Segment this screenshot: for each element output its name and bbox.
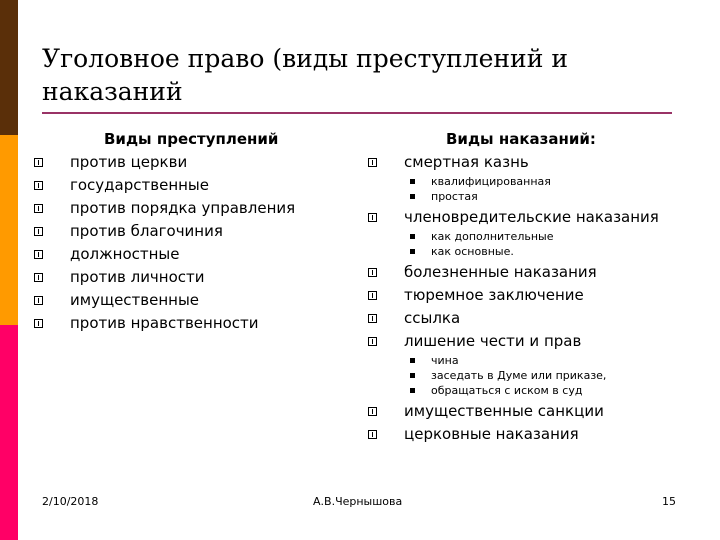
punishment-subitem [368, 383, 698, 398]
square-bullet-icon [410, 373, 415, 378]
checkbox-bullet-icon [368, 268, 377, 277]
punishment-list-item [368, 330, 698, 353]
crime-list-item [34, 312, 354, 335]
crime-label: против нравственности [70, 314, 259, 332]
square-bullet-icon [410, 249, 415, 254]
footer-date: 2/10/2018 [42, 495, 99, 508]
punishment-label: смертная казнь [404, 153, 529, 171]
punishment-subitem [368, 174, 698, 189]
punishment-subitem-label: как основные. [431, 245, 514, 258]
title-rule [42, 112, 672, 114]
punishment-subitem-label: чина [431, 354, 459, 367]
square-bullet-icon [410, 358, 415, 363]
punishment-subitem [368, 244, 698, 259]
crime-label: государственные [70, 176, 210, 194]
checkbox-bullet-icon [368, 213, 377, 222]
crime-list-item [34, 197, 354, 220]
checkbox-bullet-icon [368, 291, 377, 300]
punishment-list-item [368, 261, 698, 284]
crime-list-item [34, 220, 354, 243]
punishment-list-item [368, 284, 698, 307]
punishment-list-item [368, 423, 698, 446]
checkbox-bullet-icon [34, 296, 43, 305]
crime-list-item [34, 243, 354, 266]
punishment-subitem-label: как дополнительные [431, 230, 554, 243]
punishments-heading: Виды наказаний: [446, 130, 596, 148]
punishment-subitem [368, 368, 698, 383]
punishment-label: церковные наказания [404, 425, 579, 443]
square-bullet-icon [410, 194, 415, 199]
punishments-column [368, 128, 698, 446]
punishment-label: лишение чести и прав [404, 332, 582, 350]
crime-list-item [34, 266, 354, 289]
punishment-label: имущественные санкции [404, 402, 604, 420]
sidebar-orange-band [0, 135, 18, 325]
crime-label: против порядка управления [70, 199, 296, 217]
checkbox-bullet-icon [368, 407, 377, 416]
slide-title: Уголовное право (виды преступлений и наказаний [42, 44, 568, 106]
punishment-sublist [368, 353, 698, 398]
square-bullet-icon [410, 179, 415, 184]
checkbox-bullet-icon [368, 158, 377, 167]
punishment-subitem-label: заседать в Думе или приказе, [431, 369, 607, 382]
crimes-heading: Виды преступлений [104, 130, 279, 148]
footer-author: А.В.Чернышова [313, 495, 403, 508]
checkbox-bullet-icon [34, 227, 43, 236]
punishment-label: ссылка [404, 309, 461, 327]
punishment-label: тюремное заключение [404, 286, 584, 304]
sidebar-decoration [0, 0, 18, 540]
crimes-list [34, 151, 354, 335]
sidebar-brown-band [0, 0, 18, 135]
punishment-list-item [368, 307, 698, 330]
footer-page-number: 15 [662, 495, 676, 508]
punishment-subitem [368, 229, 698, 244]
punishment-sublist [368, 174, 698, 204]
crime-label: против церкви [70, 153, 188, 171]
checkbox-bullet-icon [34, 319, 43, 328]
crime-label: против личности [70, 268, 205, 286]
punishment-label: членовредительские наказания [404, 208, 659, 226]
checkbox-bullet-icon [34, 204, 43, 213]
punishment-subitem [368, 353, 698, 368]
punishments-list [368, 151, 698, 446]
punishment-list-item [368, 400, 698, 423]
crime-label: против благочиния [70, 222, 223, 240]
checkbox-bullet-icon [34, 250, 43, 259]
punishment-sublist [368, 229, 698, 259]
checkbox-bullet-icon [368, 314, 377, 323]
crime-label: должностные [70, 245, 180, 263]
punishment-subitem-label: простая [431, 190, 478, 203]
checkbox-bullet-icon [34, 273, 43, 282]
checkbox-bullet-icon [34, 181, 43, 190]
punishment-subitem-label: обращаться с иском в суд [431, 384, 583, 397]
crimes-column [34, 128, 354, 335]
punishment-list-item [368, 151, 698, 174]
checkbox-bullet-icon [368, 430, 377, 439]
punishment-list-item [368, 206, 698, 229]
punishment-label: болезненные наказания [404, 263, 597, 281]
crime-list-item [34, 151, 354, 174]
punishment-subitem [368, 189, 698, 204]
crime-list-item [34, 289, 354, 312]
checkbox-bullet-icon [34, 158, 43, 167]
sidebar-pink-band [0, 325, 18, 540]
square-bullet-icon [410, 234, 415, 239]
punishment-subitem-label: квалифицированная [431, 175, 551, 188]
checkbox-bullet-icon [368, 337, 377, 346]
square-bullet-icon [410, 388, 415, 393]
crime-label: имущественные [70, 291, 200, 309]
crime-list-item [34, 174, 354, 197]
